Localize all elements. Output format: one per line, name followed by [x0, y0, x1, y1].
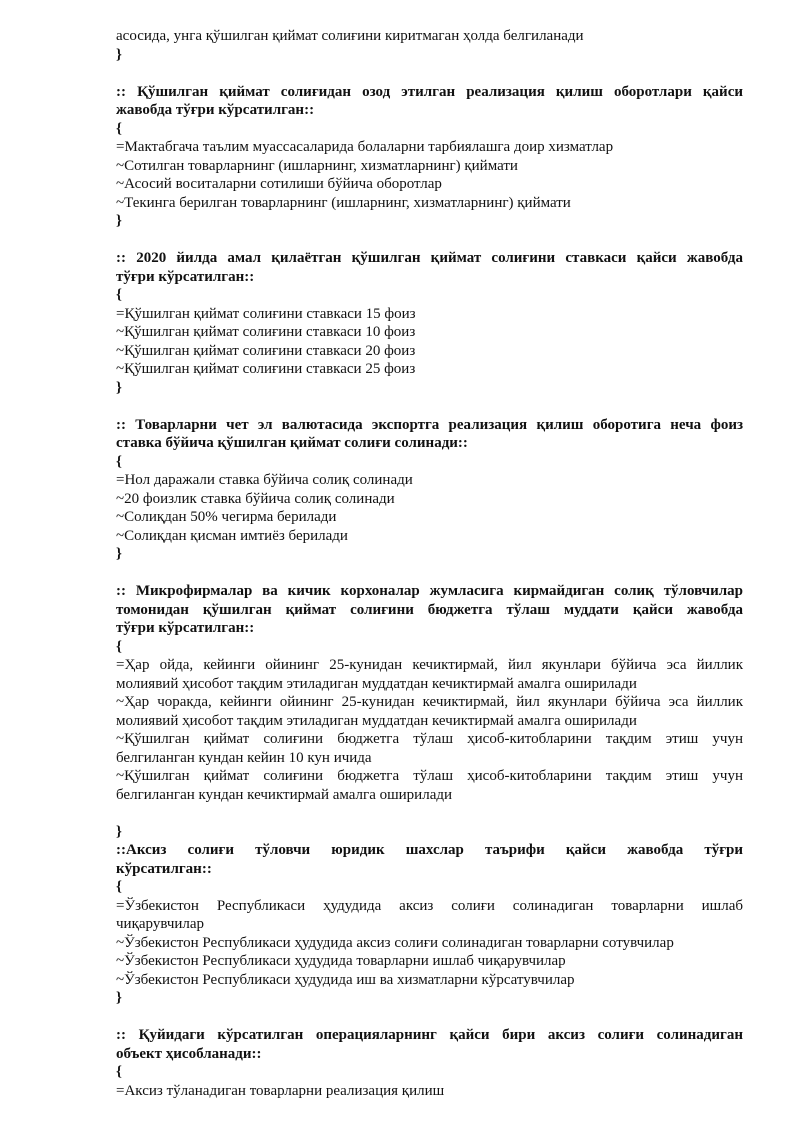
question-title: :: Микрофирмалар ва кичик корхоналар жумласига кирмайдиган солиқ тўловчилар томонидан қўшилган қиймат солиғини бюджетга тўлаш муддати қайси жавобда тўғри кўрсатилган:: — [116, 583, 743, 636]
lead-line: асосида, унга қўшилган қиймат солиғини киритмаган ҳолда белгиланади — [116, 28, 584, 44]
open-brace: { — [116, 879, 122, 895]
question-title: ::Аксиз солиғи тўловчи юридик шахслар таърифи қайси жавобда тўғри кўрсатилган:: — [116, 842, 743, 877]
answer-option: ~Ҳар чоракда, кейинги ойининг 25-кунидан кечиктирмай, йил якунлари бўйича эса йиллик молиявий ҳисобот тақдим этиладиган муддатдан кечиктирмай амалга оширилади — [116, 694, 743, 729]
close-brace: } — [116, 213, 122, 229]
answer-option: ~Текинга берилган товарларнинг (ишларнинг, хизматларнинг) қиймати — [116, 194, 571, 211]
answer-option: ~Солиқдан 50% чегирма берилади — [116, 509, 337, 525]
close-brace: } — [116, 546, 122, 562]
answer-option: ~Ўзбекистон Республикаси ҳудудида аксиз солиғи солинадиган товарларни сотувчилар — [116, 934, 674, 951]
question-title: :: Товарларни чет эл валютасида экспортга реализация қилиш оборотига неча фоиз ставка бўйича қўшилган қиймат солиғи солинади:: — [116, 416, 743, 451]
document-page — [116, 27, 743, 1100]
question-title: :: 2020 йилда амал қилаётган қўшилган қиймат солиғини ставкаси қайси жавобда тўғри кўрсатилган:: — [116, 250, 743, 285]
answer-option: =Нол даражали ставка бўйича солиқ солинади — [116, 472, 413, 488]
answer-option: =Мактабгача таълим муассасаларида болаларни тарбиялашга доир хизматлар — [116, 139, 614, 155]
open-brace: { — [116, 453, 122, 470]
open-brace: { — [116, 287, 122, 303]
close-brace: } — [116, 379, 122, 396]
answer-option: ~Солиқдан қисман имтиёз берилади — [116, 527, 348, 544]
open-brace: { — [116, 1064, 122, 1080]
answer-option: =Ҳар ойда, кейинги ойининг 25-кунидан кечиктирмай, йил якунлари бўйича эса йиллик молиявий ҳисобот тақдим этиладиган муддатдан кечиктирмай амалга оширилади — [116, 657, 743, 692]
answer-option: ~Қўшилган қиймат солиғини бюджетга тўлаш ҳисоб-китобларини тақдим этиш учун белгиланган кундан кечиктирмай амалга оширилади — [116, 768, 743, 803]
close-brace: } — [116, 46, 122, 63]
answer-option: ~Қўшилган қиймат солиғини бюджетга тўлаш ҳисоб-китобларини тақдим этиш учун белгиланган кундан кейин 10 кун ичида — [116, 731, 743, 766]
answer-option: ~Асосий воситаларни сотилиши бўйича оборотлар — [116, 176, 442, 192]
close-brace: } — [116, 823, 122, 840]
answer-option: ~Ўзбекистон Республикаси ҳудудида товарларни ишлаб чиқарувчилар — [116, 953, 566, 969]
answer-option: ~Сотилган товарларнинг (ишларнинг, хизматларнинг) қиймати — [116, 157, 518, 174]
answer-option: ~Қўшилган қиймат солиғини ставкаси 10 фоиз — [116, 324, 416, 340]
answer-option: ~Қўшилган қиймат солиғини ставкаси 25 фоиз — [116, 361, 416, 377]
answer-option: =Аксиз тўланадиган товарларни реализация қилиш — [116, 1082, 445, 1099]
answer-option: ~Ўзбекистон Республикаси ҳудудида иш ва хизматларни кўрсатувчилар — [116, 971, 575, 988]
answer-option: =Ўзбекистон Республикаси ҳудудида аксиз солиғи солинадиган товарларни ишлаб чиқарувчилар — [116, 897, 743, 932]
open-brace: { — [116, 638, 122, 655]
answer-option: =Қўшилган қиймат солиғини ставкаси 15 фоиз — [116, 305, 416, 322]
answer-option: ~20 фоизлик ставка бўйича солиқ солинади — [116, 490, 395, 507]
answer-option: ~Қўшилган қиймат солиғини ставкаси 20 фоиз — [116, 342, 416, 359]
question-title: :: Қўшилган қиймат солиғидан озод этилган реализация қилиш оборотлари қайси жавобда тўғри кўрсатилган:: — [116, 83, 743, 118]
close-brace: } — [116, 990, 122, 1006]
open-brace: { — [116, 120, 122, 137]
question-title: :: Қуйидаги кўрсатилган операцияларнинг қайси бири аксиз солиғи солинадиган объект ҳисобланади:: — [116, 1027, 743, 1062]
